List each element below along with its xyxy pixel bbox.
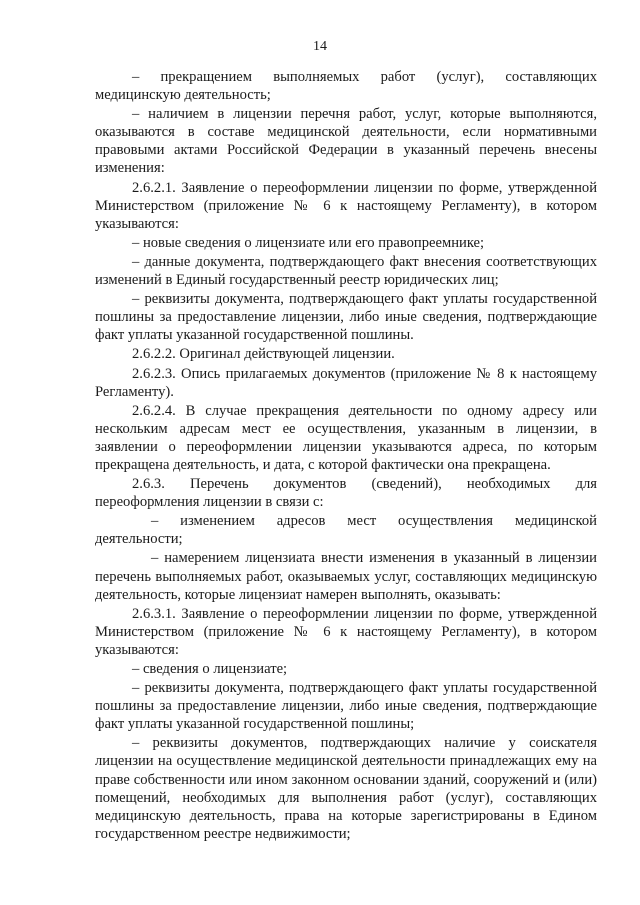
paragraph-list-changes: – наличием в лицензии перечня работ, услуг, которые выполняются, оказываются в составе медицинской деятельности, если нормативными правовыми актами Российской Федерации в указанный перечень внесены изменения:	[95, 106, 597, 177]
page-number: 14	[313, 39, 327, 54]
paragraph-registry-document-data: – данные документа, подтверждающего факт внесения соответствующих изменений в Единый государственный реестр юридических лиц;	[95, 253, 597, 289]
paragraph-premises-documents: – реквизиты документов, подтверждающих наличие у соискателя лицензии на осуществление медицинской деятельности принадлежащих ему на праве собственности или ином законном основании зданий, сооружений и (или) помещений, необходимых для выполнения работ (услуг), составляющих медицинскую деятельность, права на которые зарегистрированы в Едином государственном реестре недвижимости;	[95, 735, 597, 842]
paragraph-2-6-3: 2.6.3. Перечень документов (сведений), необходимых для переоформления лицензии в связи с:	[95, 476, 597, 511]
paragraph-2-6-2-3: 2.6.2.3. Опись прилагаемых документов (приложение № 8 к настоящему Регламенту).	[95, 365, 597, 400]
paragraph-licensee-info: – сведения о лицензиате;	[132, 661, 288, 677]
paragraph-2-6-2-4: 2.6.2.4. В случае прекращения деятельности по одному адресу или нескольким адресам мест ее осуществления, указанным в лицензии, в заявлении о переоформлении лицензии указываются адреса, по которым прекращена деятельность, и дата, с которой фактически она прекращена.	[95, 402, 597, 473]
paragraph-address-change: – изменением адресов мест осуществления медицинской деятельности;	[95, 513, 597, 548]
paragraph-fee-payment-details-2: – реквизиты документа, подтверждающего факт уплаты государственной пошлины за предоставление лицензии, либо иные сведения, подтверждающие факт уплаты указанной государственной пошлины;	[95, 680, 597, 733]
paragraph-works-list-change: – намерением лицензиата внести изменения в указанный в лицензии перечень выполняемых работ, оказываемых услуг, составляющих медицинскую деятельность, которые лицензиат намерен выполнять, оказывать:	[95, 550, 597, 603]
page-body	[95, 68, 597, 843]
paragraph-fee-payment-details: – реквизиты документа, подтверждающего факт уплаты государственной пошлины за предоставление лицензии, либо иные сведения, подтверждающие факт уплаты указанной государственной пошлины.	[95, 291, 597, 344]
paragraph-2-6-2-1: 2.6.2.1. Заявление о переоформлении лицензии по форме, утвержденной Министерством (приложение № 6 к настоящему Регламенту), в котором указываются:	[95, 179, 597, 232]
paragraph-termination-of-works: – прекращением выполняемых работ (услуг), составляющих медицинскую деятельность;	[95, 69, 597, 104]
paragraph-2-6-3-1: 2.6.3.1. Заявление о переоформлении лицензии по форме, утвержденной Министерством (приложение № 6 к настоящему Регламенту), в котором указываются:	[95, 605, 597, 658]
paragraph-2-6-2-2: 2.6.2.2. Оригинал действующей лицензии.	[132, 346, 395, 363]
paragraph-new-licensee-info: – новые сведения о лицензиате или его правопреемнике;	[132, 234, 485, 251]
